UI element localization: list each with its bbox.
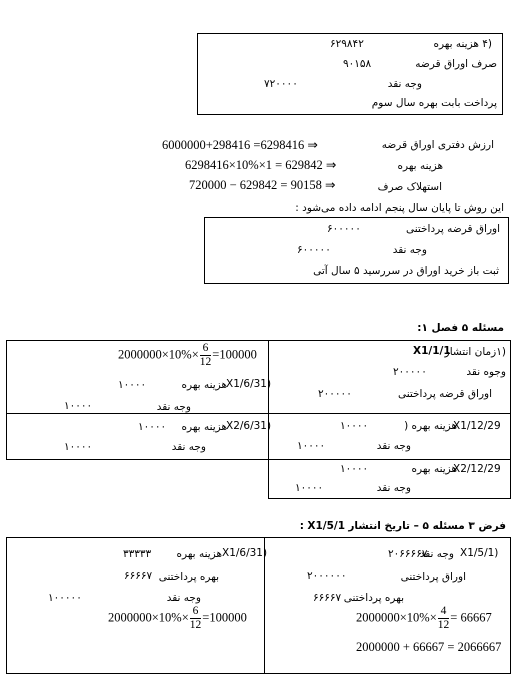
calc-row3-label: استهلاک صرف (377, 181, 442, 193)
p5-left-r2-amount: ۱۰۰۰۰ (138, 421, 167, 433)
box1-line1-label: (۴ هزینه بهره (433, 38, 492, 50)
p5-r3-amount: ۱۰۰۰۰ (340, 463, 369, 475)
p5-left-r1-date: X1/6/31) (226, 378, 272, 390)
box1-line2-label: صرف اوراق قرضه (415, 58, 497, 70)
a3-left-cash-label: وجه نقد (166, 592, 201, 604)
p5-left-r2-cash-amount: ۱۰۰۰۰ (64, 441, 93, 453)
calc-continue-note: این روش تا پایان سال پنجم ادامه داده می‌شود : (295, 202, 504, 214)
box2-line2-amount: ۶۰۰۰۰۰ (297, 244, 331, 256)
p5-middle-divider (268, 340, 269, 498)
p5-fraction (200, 343, 212, 368)
a3-right-date: X1/5/1) (460, 547, 499, 559)
p5-r3-label: هزینه بهره (411, 463, 457, 475)
a3-right-formula-right: = 66667 (450, 610, 492, 625)
p5-left-r2-cash-label: وجه نقد (171, 441, 206, 453)
box1-line1-amount: ۶۲۹۸۴۲ (330, 38, 364, 50)
p5-left-r1-cash-amount: ۱۰۰۰۰ (64, 400, 93, 412)
box2-line1-amount: ۶۰۰۰۰۰ (327, 223, 361, 235)
calc-row1-formula: 6000000+298416 =6298416 ⇒ (162, 138, 318, 152)
assumption3-heading-text: فرض ۳ مسئله ۵ – تاریخ انتشار (348, 520, 506, 532)
a3-left-formula-right: =100000 (202, 610, 247, 625)
box1-note: پرداخت بابت بهره سال سوم (371, 97, 497, 109)
calc-row1-label: ارزش دفتری اوراق قرضه (381, 139, 494, 151)
a3-right-interest-label: بهره پرداختنی (343, 592, 404, 604)
p5-bonds-amount: ۲۰۰۰۰۰ (318, 388, 352, 400)
a3-right-sum: 2000000 + 66667 = 2066667 (356, 640, 502, 654)
assumption3-heading (300, 520, 506, 532)
a3-right-fraction (438, 606, 450, 631)
a3-left-payable-label: بهره پرداختنی (158, 571, 219, 583)
p5-r2-cash-label: وجه نقد (376, 440, 411, 452)
p5-left-border (6, 340, 7, 459)
assumption3-heading-date: X1/5/1 (307, 520, 346, 532)
a3-left-fraction (190, 606, 202, 631)
p5-issue-date: X1/1/1 (413, 345, 451, 357)
calc-row2-label: هزینه بهره (397, 160, 443, 172)
p5-right-bottom (268, 498, 511, 499)
a3-left-frac-num: 6 (192, 605, 199, 617)
p5-issue-label: (۱زمان انتشار (444, 346, 506, 358)
p5-formula-right: =100000 (212, 347, 257, 362)
a3-left-date: X1/6/31) (222, 547, 268, 559)
p5-right-mid (268, 459, 511, 460)
box1-line2-amount: ۹۰۱۵۸ (343, 58, 372, 70)
a3-left-cash-amount: ۱۰۰۰۰۰ (48, 592, 82, 604)
a3-right-formula (356, 606, 492, 631)
p5-r3-cash-label: وجه نقد (376, 482, 411, 494)
p5-r3-cash-amount: ۱۰۰۰۰ (295, 482, 324, 494)
a3-right-frac-den: 12 (437, 618, 450, 631)
assumption3-heading-colon: : (299, 520, 304, 532)
a3-left-formula-left: 2000000×10%× (108, 610, 189, 625)
calc-row2-formula: 6298416×10%×1 = 629842 ⇒ (185, 158, 337, 172)
a3-right-cash-label: وجه نقد (419, 548, 454, 560)
p5-r2-cash-amount: ۱۰۰۰۰ (297, 440, 326, 452)
p5-left-r2-label: هزینه بهره (181, 421, 227, 433)
p5-left-r1-cash-label: وجه نقد (156, 401, 191, 413)
p5-left-r1-amount: ۱۰۰۰۰ (118, 379, 147, 391)
a3-left-formula (108, 606, 247, 631)
calc-row3-formula: 720000 − 629842 = 90158 ⇒ (189, 178, 336, 192)
box2-line2-label: وجه نقد (392, 244, 427, 256)
p5-interest-formula (118, 343, 257, 368)
a3-left-frac-den: 12 (189, 618, 202, 631)
problem5-heading: مسئله ۵ فصل ۱: (417, 322, 504, 334)
p5-frac-den: 12 (199, 355, 212, 368)
p5-r2-amount: ۱۰۰۰۰ (340, 420, 369, 432)
a3-right-formula-left: 2000000×10%× (356, 610, 437, 625)
p5-left-r1-label: هزینه بهره (181, 379, 227, 391)
p5-bonds-label: اوراق قرضه پرداختنی (397, 388, 492, 400)
p5-left-r2-date: X2/6/31) (226, 420, 272, 432)
p5-cash-amount: ۲۰۰۰۰۰ (393, 366, 427, 378)
p5-right-border (510, 340, 511, 498)
p5-left-bottom (6, 459, 269, 460)
a3-right-frac-num: 4 (440, 605, 447, 617)
p5-frac-num: 6 (202, 342, 209, 354)
box2-note: ثبت باز خرید اوراق در سررسید ۵ سال آتی (313, 265, 499, 277)
a3-left-payable-amount: ۶۶۶۶۷ (124, 570, 153, 582)
p5-r2-date: X1/12/29 (453, 420, 501, 432)
p5-formula-left: 2000000×10%× (118, 347, 199, 362)
box2-line1-label: اوراق قرضه پرداختنی (405, 223, 500, 235)
a3-right-cash-amount: ۲۰۶۶۶۶۷ (388, 548, 428, 560)
p5-cash-label: وجوه نقد (466, 366, 506, 378)
a3-right-bonds-label: اوراق پرداختنی (400, 571, 466, 583)
p5-top-border (6, 340, 511, 341)
box1-line3-label: وجه نقد (387, 78, 422, 90)
p5-row-divider (6, 413, 511, 414)
a3-right-interest-amount: ۶۶۶۶۷ (313, 592, 342, 604)
p5-r3-date: X2/12/29 (453, 463, 501, 475)
a3-left-exp-label: هزینه بهره (176, 548, 222, 560)
box1-line3-amount: ۷۲۰۰۰۰ (264, 78, 298, 90)
a3-left-exp-amount: ۳۳۳۳۳ (123, 548, 152, 560)
p5-r2-label: هزینه بهره ( (404, 420, 457, 432)
a3-right-bonds-amount: ۲۰۰۰۰۰۰ (307, 570, 347, 582)
